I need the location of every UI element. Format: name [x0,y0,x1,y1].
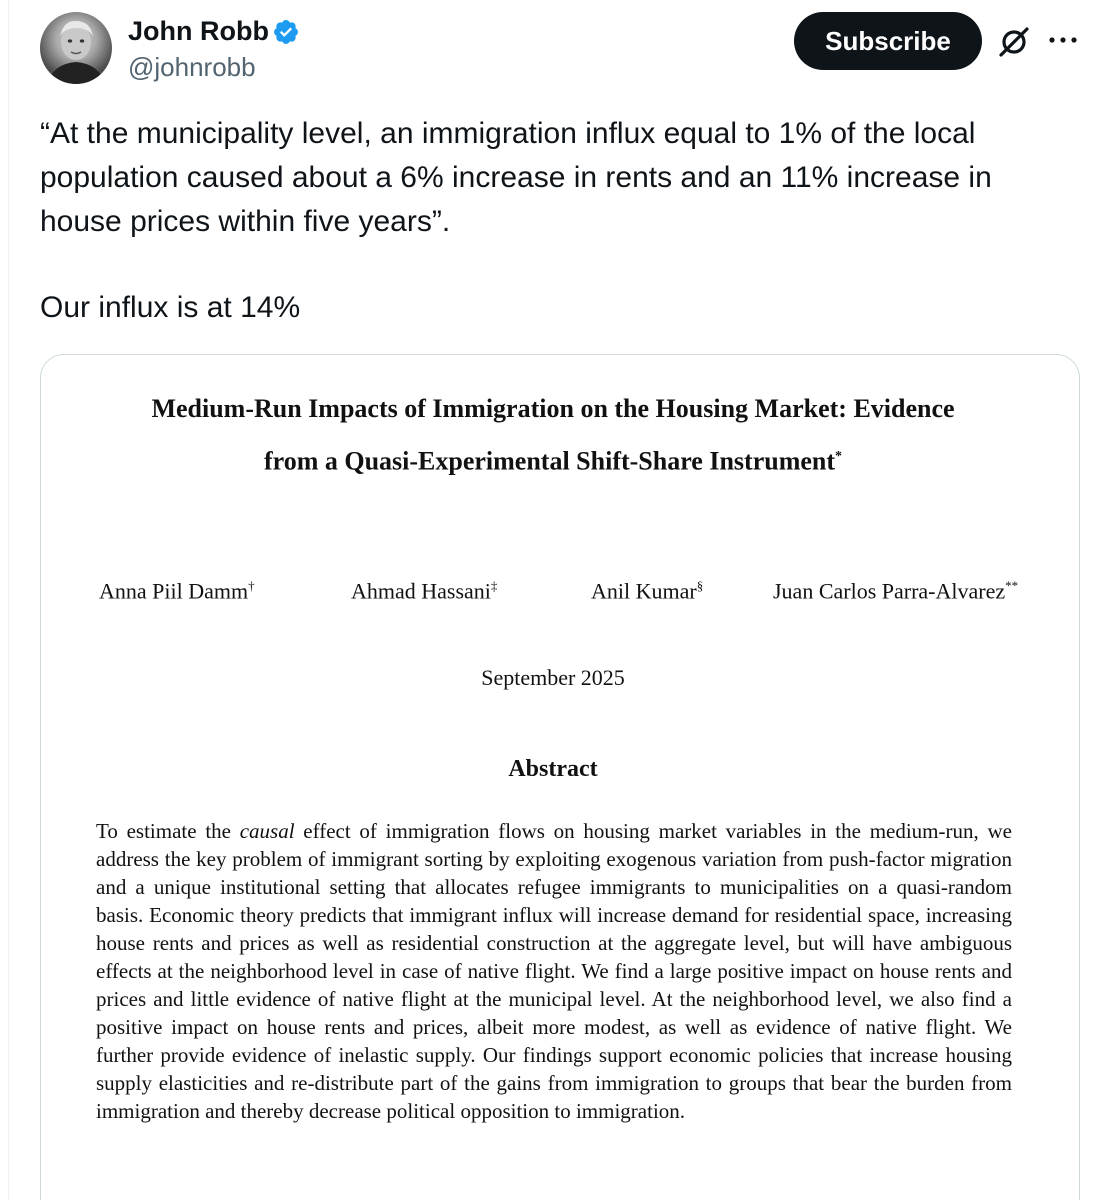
abstract-heading: Abstract [508,756,598,782]
paper-author-mark: § [696,578,704,593]
paper-date: September 2025 [481,665,625,690]
avatar-image [40,12,112,84]
subscribe-button[interactable]: Subscribe [794,12,982,70]
tweet-text-followup: Our influx is at 14% [40,291,301,324]
paper-author-mark: ‡ [490,578,498,593]
abstract-text-rest: effect of immigration flows on housing market variables in the medium-run, we address the key problem of immigrant sorting by exploiting exogenous variation from push-factor migration and a unique institutional setting that allocates refugee immigrants to municipalities on a quasi-random basis. Economic theory predicts that immigrant influx will increase demand for residential space, increasing house rents and prices as well as residential construction at the aggregate level, but will have ambiguous effects at the neighborhood level in case of native flight. We find a large positive impact on house rents and prices and little evidence of native flight at the municipal level. At the neighborhood level, we also find a positive impact on house rents and prices, albeit more modest, as well as evidence of native flight. We further provide evidence of inelastic supply. Our findings support economic policies that increase housing supply elasticities and re-distribute part of the gains from immigration to groups that bear the burden from immigration and thereby decrease political opposition to immigration. [96,819,1012,1123]
paper-title-line-2 [41,433,1065,486]
paper-author [773,571,1018,606]
paper-author-name: Juan Carlos Parra-Alvarez [773,578,1006,604]
timeline-border [8,0,9,1200]
author-name[interactable]: John Robb [128,16,269,46]
paper-title-line-1: Medium-Run Impacts of Immigration on the Housing Market: Evidence [151,394,955,423]
abstract-body [96,817,1012,1125]
abstract-emphasis: causal [239,819,295,843]
grok-icon[interactable] [996,24,1032,60]
paper-title-footnote-mark: * [835,449,843,464]
paper-author [351,571,497,606]
more-icon[interactable] [1046,28,1080,52]
paper-author-mark: † [248,578,255,593]
avatar[interactable] [40,12,112,84]
media-card[interactable] [40,354,1080,1200]
paper-author-name: Ahmad Hassani [351,578,491,604]
paper-author [99,571,255,606]
paper-title-line-2-text: from a Quasi-Experimental Shift-Share Instrument [263,446,836,476]
abstract-text-start: To estimate the [96,819,240,843]
author-handle[interactable]: @johnrobb [128,52,256,82]
verified-badge-icon [272,18,300,46]
tweet-text: “At the municipality level, an immigration influx equal to 1% of the local population caused about a 6% increase in rents and an 11% increase in house prices within five years”. [40,117,992,238]
paper-author [591,571,703,606]
paper-author-name: Anil Kumar [591,578,697,604]
paper-author-name: Anna Piil Damm [99,578,249,604]
paper-title [41,385,1065,486]
paper-author-mark: ** [1005,578,1019,593]
